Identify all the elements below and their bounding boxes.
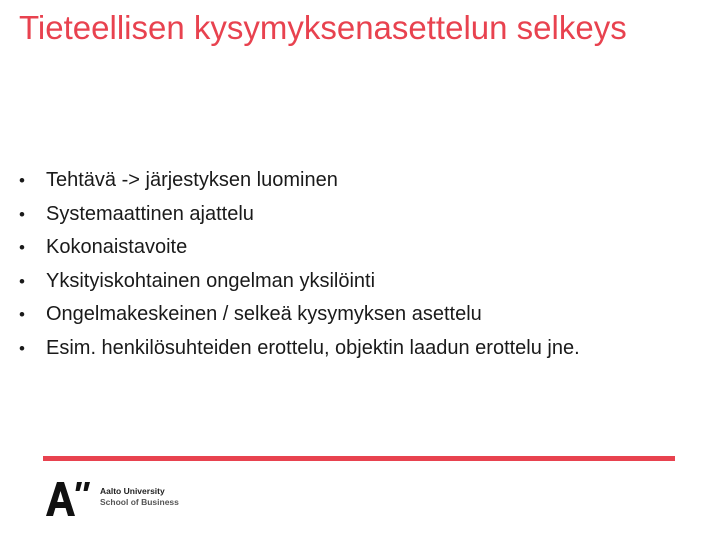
aalto-logo-icon (46, 480, 94, 516)
bullet-item (19, 332, 709, 366)
bullet-icon: • (19, 338, 25, 358)
footer-divider (43, 456, 675, 461)
bullet-item (19, 231, 709, 265)
bullet-text: Yksityiskohtainen ongelman yksilöinti (46, 269, 376, 292)
slide-title: Tieteellisen kysymyksenasettelun selkeys (19, 9, 627, 46)
logo-line2: School of Business (100, 497, 179, 507)
bullet-icon: • (19, 238, 25, 257)
bullet-icon: • (19, 271, 25, 291)
bullet-item (19, 164, 709, 198)
bullet-icon: • (19, 204, 25, 224)
bullet-icon: • (19, 305, 25, 324)
bullet-text: Esim. henkilösuhteiden erottelu, objektin laadun erottelu jne. (46, 336, 580, 359)
bullet-text: Systemaattinen ajattelu (46, 202, 254, 225)
bullet-text: Kokonaistavoite (46, 236, 188, 258)
bullet-text: Ongelmakeskeinen / selkeä kysymyksen asettelu (46, 303, 482, 325)
bullet-item (19, 298, 709, 332)
logo-line1: Aalto University (100, 486, 165, 496)
bullet-list (19, 164, 709, 365)
bullet-icon: • (19, 171, 25, 190)
bullet-text: Tehtävä -> järjestyksen luominen (46, 169, 338, 191)
bullet-item (19, 265, 709, 299)
bullet-item (19, 198, 709, 232)
institution-name (100, 486, 179, 508)
